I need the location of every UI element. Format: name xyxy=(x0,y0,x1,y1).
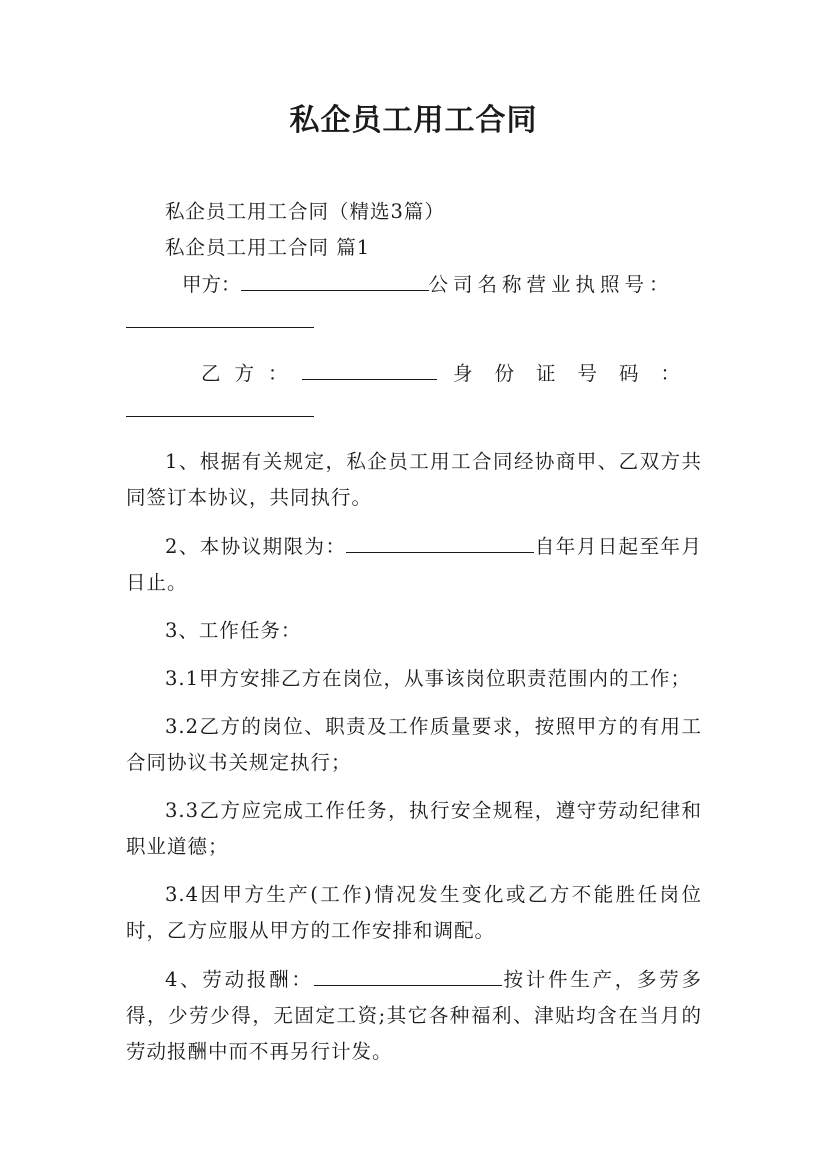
clause-2: 2、本协议期限为： 自年月日起至年月日止。 xyxy=(126,528,702,601)
party-a-line xyxy=(126,266,702,303)
clause-3-2: 3.2乙方的岗位、职责及工作质量要求，按照甲方的有用工合同协议书关规定执行； xyxy=(126,715,702,774)
party-b-id-label: 身份证号码： xyxy=(452,362,702,385)
party-a-license-blank xyxy=(126,303,314,328)
clause-4: 4、劳动报酬： 按计件生产，多劳多得，少劳少得，无固定工资;其它各种福利、津贴均含在当月的劳动报酬中而不再另行计发。 xyxy=(126,961,702,1070)
remuneration-blank xyxy=(314,961,502,986)
clause-3-1: 3.1甲方安排乙方在岗位，从事该岗位职责范围内的工作； xyxy=(165,667,692,690)
clause-1: 1、根据有关规定，私企员工用工合同经协商甲、乙双方共同签订本协议，共同执行。 xyxy=(126,450,702,509)
document-subtitle: 私企员工用工合同（精选3篇） xyxy=(165,200,445,223)
term-blank xyxy=(346,528,534,553)
party-b-id-line xyxy=(126,392,702,432)
party-b-line xyxy=(126,355,702,392)
party-a-blank xyxy=(241,266,429,291)
section-heading: 私企员工用工合同 篇1 xyxy=(165,236,371,259)
party-b-label: 乙方： xyxy=(201,362,302,385)
document-body xyxy=(126,194,702,1070)
party-a-company-license-label: 公司名称营业执照号： xyxy=(428,273,674,296)
party-a-label: 甲方： xyxy=(182,273,241,296)
party-a-license-line xyxy=(126,303,702,343)
clause-3: 3、工作任务： xyxy=(165,619,302,642)
clause-3-4: 3.4因甲方生产(工作)情况发生变化或乙方不能胜任岗位时，乙方应服从甲方的工作安排和调配。 xyxy=(126,883,702,942)
party-b-id-blank xyxy=(126,392,314,417)
document-title: 私企员工用工合同 xyxy=(289,103,538,138)
party-b-blank xyxy=(302,355,437,380)
clause-3-3: 3.3乙方应完成工作任务，执行安全规程，遵守劳动纪律和职业道德； xyxy=(126,799,702,858)
